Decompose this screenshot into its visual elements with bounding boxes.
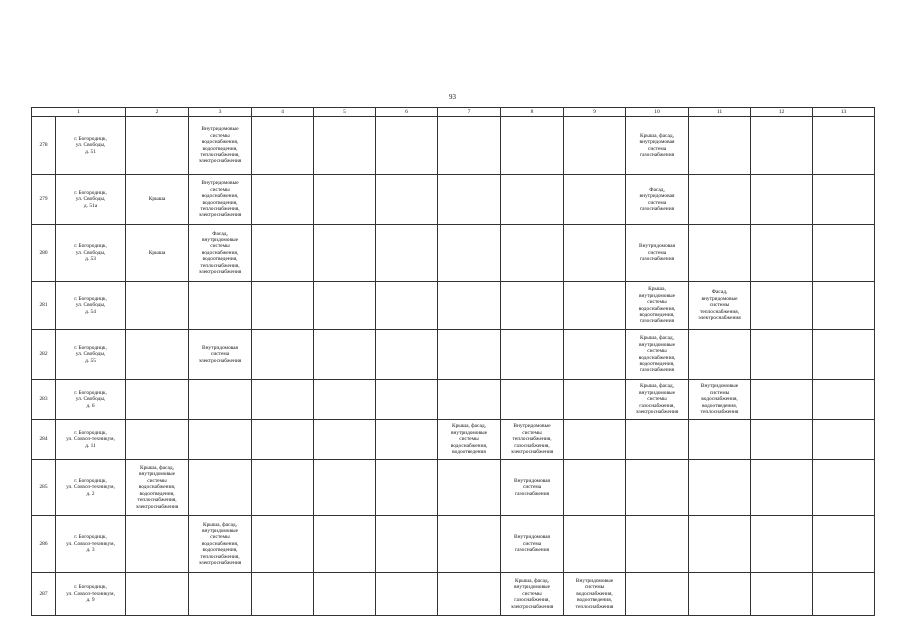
work-type-cell — [501, 117, 564, 175]
table-row — [32, 330, 875, 380]
work-type-cell: Внутридомовые системы водоснабжения, водоотведения, теплоснабжения, электроснабжения — [189, 175, 252, 225]
work-type-cell — [314, 573, 376, 616]
work-type-cell — [376, 282, 438, 330]
work-type-cell: Внутридомовые системы теплоснабжения, газоснабжения, электроснабжения — [501, 420, 564, 460]
address-cell: г. Богородицк, ул. Свободы, д. 51а — [56, 175, 126, 225]
column-header: 11 — [689, 108, 751, 117]
work-type-cell — [626, 516, 689, 573]
work-type-cell — [314, 282, 376, 330]
work-type-cell: Внутридомовая система газоснабжения — [501, 516, 564, 573]
address-cell: г. Богородицк, ул. Свободы, д. 51 — [56, 117, 126, 175]
work-type-cell — [813, 573, 875, 616]
work-type-cell — [189, 380, 252, 420]
work-type-cell — [126, 380, 189, 420]
header-row — [32, 108, 875, 117]
work-type-cell — [751, 117, 813, 175]
work-type-cell — [564, 225, 626, 282]
work-type-cell: Крыша — [126, 225, 189, 282]
work-type-cell — [626, 573, 689, 616]
work-type-cell — [564, 330, 626, 380]
work-type-cell — [689, 516, 751, 573]
work-type-cell — [376, 420, 438, 460]
work-type-cell — [564, 117, 626, 175]
work-type-cell: Крыша, фасад, внутридомовые системы водоснабжения, водоотведения — [438, 420, 501, 460]
work-type-cell: Внутридомовые системы водоснабжения, водоотведения, теплоснабжения — [689, 380, 751, 420]
work-type-cell — [689, 460, 751, 516]
page-number: 93 — [449, 93, 456, 101]
work-type-cell: Крыша, фасад, внутридомовые системы водоснабжения, водоотведения, теплоснабжения, электроснабжения — [126, 460, 189, 516]
work-type-cell — [252, 330, 314, 380]
work-type-cell — [252, 460, 314, 516]
work-type-cell — [314, 330, 376, 380]
work-type-cell — [438, 225, 501, 282]
work-type-cell — [314, 516, 376, 573]
row-number: 278 — [32, 117, 56, 175]
work-type-cell — [438, 573, 501, 616]
work-type-cell — [501, 225, 564, 282]
work-type-cell: Крыша, фасад, внутридомовая система газоснабжения — [626, 117, 689, 175]
column-header: 5 — [314, 108, 376, 117]
work-type-cell — [438, 117, 501, 175]
work-type-cell — [252, 225, 314, 282]
work-type-cell — [376, 117, 438, 175]
work-type-cell: Внутридомовая система газоснабжения — [626, 225, 689, 282]
work-type-cell — [689, 225, 751, 282]
work-type-cell — [376, 225, 438, 282]
work-type-cell — [813, 420, 875, 460]
table-row — [32, 420, 875, 460]
work-type-cell — [438, 380, 501, 420]
work-type-cell — [438, 175, 501, 225]
column-header: 1 — [32, 108, 126, 117]
work-type-cell: Крыша, фасад, внутридомовые системы газоснабжения, электроснабжения — [501, 573, 564, 616]
table-row — [32, 516, 875, 573]
work-type-cell — [813, 282, 875, 330]
table-row — [32, 225, 875, 282]
work-type-cell — [252, 175, 314, 225]
work-type-cell — [314, 175, 376, 225]
work-type-cell — [751, 175, 813, 225]
work-type-cell — [189, 420, 252, 460]
work-type-cell — [376, 516, 438, 573]
work-type-cell: Фасад, внутридомовые системы теплоснабжения, электроснабжения — [689, 282, 751, 330]
work-type-cell — [126, 420, 189, 460]
work-type-cell — [501, 282, 564, 330]
work-type-cell — [314, 225, 376, 282]
work-type-cell — [689, 330, 751, 380]
row-number: 279 — [32, 175, 56, 225]
work-type-cell — [126, 117, 189, 175]
row-number: 282 — [32, 330, 56, 380]
work-type-cell — [751, 225, 813, 282]
work-type-cell — [689, 175, 751, 225]
work-type-cell — [813, 117, 875, 175]
work-type-cell — [252, 282, 314, 330]
work-type-cell: Внутридомовая система электроснабжения — [189, 330, 252, 380]
work-type-cell — [751, 420, 813, 460]
work-type-cell — [252, 117, 314, 175]
work-type-cell — [314, 420, 376, 460]
work-type-cell: Крыша — [126, 175, 189, 225]
work-type-cell — [501, 380, 564, 420]
address-cell: г. Богородицк, ул. Свободы, д. 53 — [56, 225, 126, 282]
work-type-cell — [501, 175, 564, 225]
work-type-cell — [751, 380, 813, 420]
schedule-table — [31, 107, 875, 616]
work-type-cell: Крыша, внутридомовые системы водоснабжения, водоотведения, газоснабжения — [626, 282, 689, 330]
work-type-cell: Крыша, фасад, внутридомовые системы газоснабжения, электроснабжения — [626, 380, 689, 420]
work-type-cell — [376, 460, 438, 516]
work-type-cell — [252, 573, 314, 616]
work-type-cell — [813, 175, 875, 225]
address-cell: г. Богородицк, ул. Свободы, д. 54 — [56, 282, 126, 330]
work-type-cell — [751, 330, 813, 380]
work-type-cell — [314, 460, 376, 516]
address-cell: г. Богородицк, ул. Свободы, д. 6 — [56, 380, 126, 420]
work-type-cell — [564, 380, 626, 420]
address-cell: г. Богородицк, ул. Совхоз-техникум, д. 9 — [56, 573, 126, 616]
address-cell: г. Богородицк, ул. Совхоз-техникум, д. 2 — [56, 460, 126, 516]
work-type-cell — [252, 420, 314, 460]
work-type-cell — [126, 330, 189, 380]
column-header: 10 — [626, 108, 689, 117]
work-type-cell — [438, 516, 501, 573]
work-type-cell — [689, 420, 751, 460]
work-type-cell — [689, 573, 751, 616]
column-header: 6 — [376, 108, 438, 117]
column-header: 7 — [438, 108, 501, 117]
work-type-cell — [189, 573, 252, 616]
work-type-cell — [751, 282, 813, 330]
table-row — [32, 175, 875, 225]
work-type-cell — [438, 330, 501, 380]
work-type-cell — [126, 516, 189, 573]
work-type-cell — [438, 282, 501, 330]
row-number: 285 — [32, 460, 56, 516]
column-header: 12 — [751, 108, 813, 117]
column-header: 4 — [252, 108, 314, 117]
row-number: 286 — [32, 516, 56, 573]
work-type-cell — [813, 330, 875, 380]
work-type-cell — [501, 330, 564, 380]
work-type-cell — [252, 380, 314, 420]
work-type-cell — [813, 225, 875, 282]
work-type-cell — [438, 460, 501, 516]
work-type-cell — [751, 460, 813, 516]
work-type-cell — [626, 460, 689, 516]
work-type-cell — [564, 516, 626, 573]
work-type-cell: Крыша, фасад, внутридомовые системы водоснабжения, водоотведения, теплоснабжения, электроснабжения — [189, 516, 252, 573]
row-number: 281 — [32, 282, 56, 330]
address-cell: г. Богородицк, ул. Совхоз-техникум, д. 11 — [56, 420, 126, 460]
work-type-cell — [564, 420, 626, 460]
row-number: 287 — [32, 573, 56, 616]
work-type-cell: Внутридомовая система газоснабжения — [501, 460, 564, 516]
column-header: 9 — [564, 108, 626, 117]
work-type-cell — [751, 516, 813, 573]
table-row — [32, 460, 875, 516]
row-number: 283 — [32, 380, 56, 420]
work-type-cell: Фасад, внутридомовая система газоснабжения — [626, 175, 689, 225]
work-type-cell — [813, 380, 875, 420]
work-type-cell — [189, 282, 252, 330]
work-type-cell: Фасад, внутридомовые системы водоснабжения, водоотведения, теплоснабжения, электроснабжения — [189, 225, 252, 282]
work-type-cell — [376, 330, 438, 380]
column-header: 13 — [813, 108, 875, 117]
column-header: 3 — [189, 108, 252, 117]
work-type-cell — [314, 117, 376, 175]
work-type-cell — [751, 573, 813, 616]
work-type-cell — [813, 516, 875, 573]
column-header: 8 — [501, 108, 564, 117]
work-type-cell — [376, 573, 438, 616]
work-type-cell — [126, 282, 189, 330]
work-type-cell — [626, 420, 689, 460]
address-cell: г. Богородицк, ул. Свободы, д. 55 — [56, 330, 126, 380]
row-number: 284 — [32, 420, 56, 460]
table-row — [32, 282, 875, 330]
work-type-cell — [564, 282, 626, 330]
work-type-cell — [376, 175, 438, 225]
work-type-cell: Внутридомовые системы водоснабжения, водоотведения, теплоснабжения — [564, 573, 626, 616]
table-row — [32, 380, 875, 420]
table-row — [32, 117, 875, 175]
work-type-cell — [813, 460, 875, 516]
work-type-cell — [564, 460, 626, 516]
work-type-cell: Внутридомовые системы водоснабжения, водоотведения, теплоснабжения, электроснабжения — [189, 117, 252, 175]
table-row — [32, 573, 875, 616]
address-cell: г. Богородицк, ул. Совхоз-техникум, д. 3 — [56, 516, 126, 573]
work-type-cell — [126, 573, 189, 616]
work-type-cell — [564, 175, 626, 225]
work-type-cell: Крыша, фасад, внутридомовые системы водоснабжения, водоотведения, газоснабжения — [626, 330, 689, 380]
work-type-cell — [689, 117, 751, 175]
work-type-cell — [252, 516, 314, 573]
row-number: 280 — [32, 225, 56, 282]
work-type-cell — [376, 380, 438, 420]
work-type-cell — [314, 380, 376, 420]
work-type-cell — [189, 460, 252, 516]
column-header: 2 — [126, 108, 189, 117]
